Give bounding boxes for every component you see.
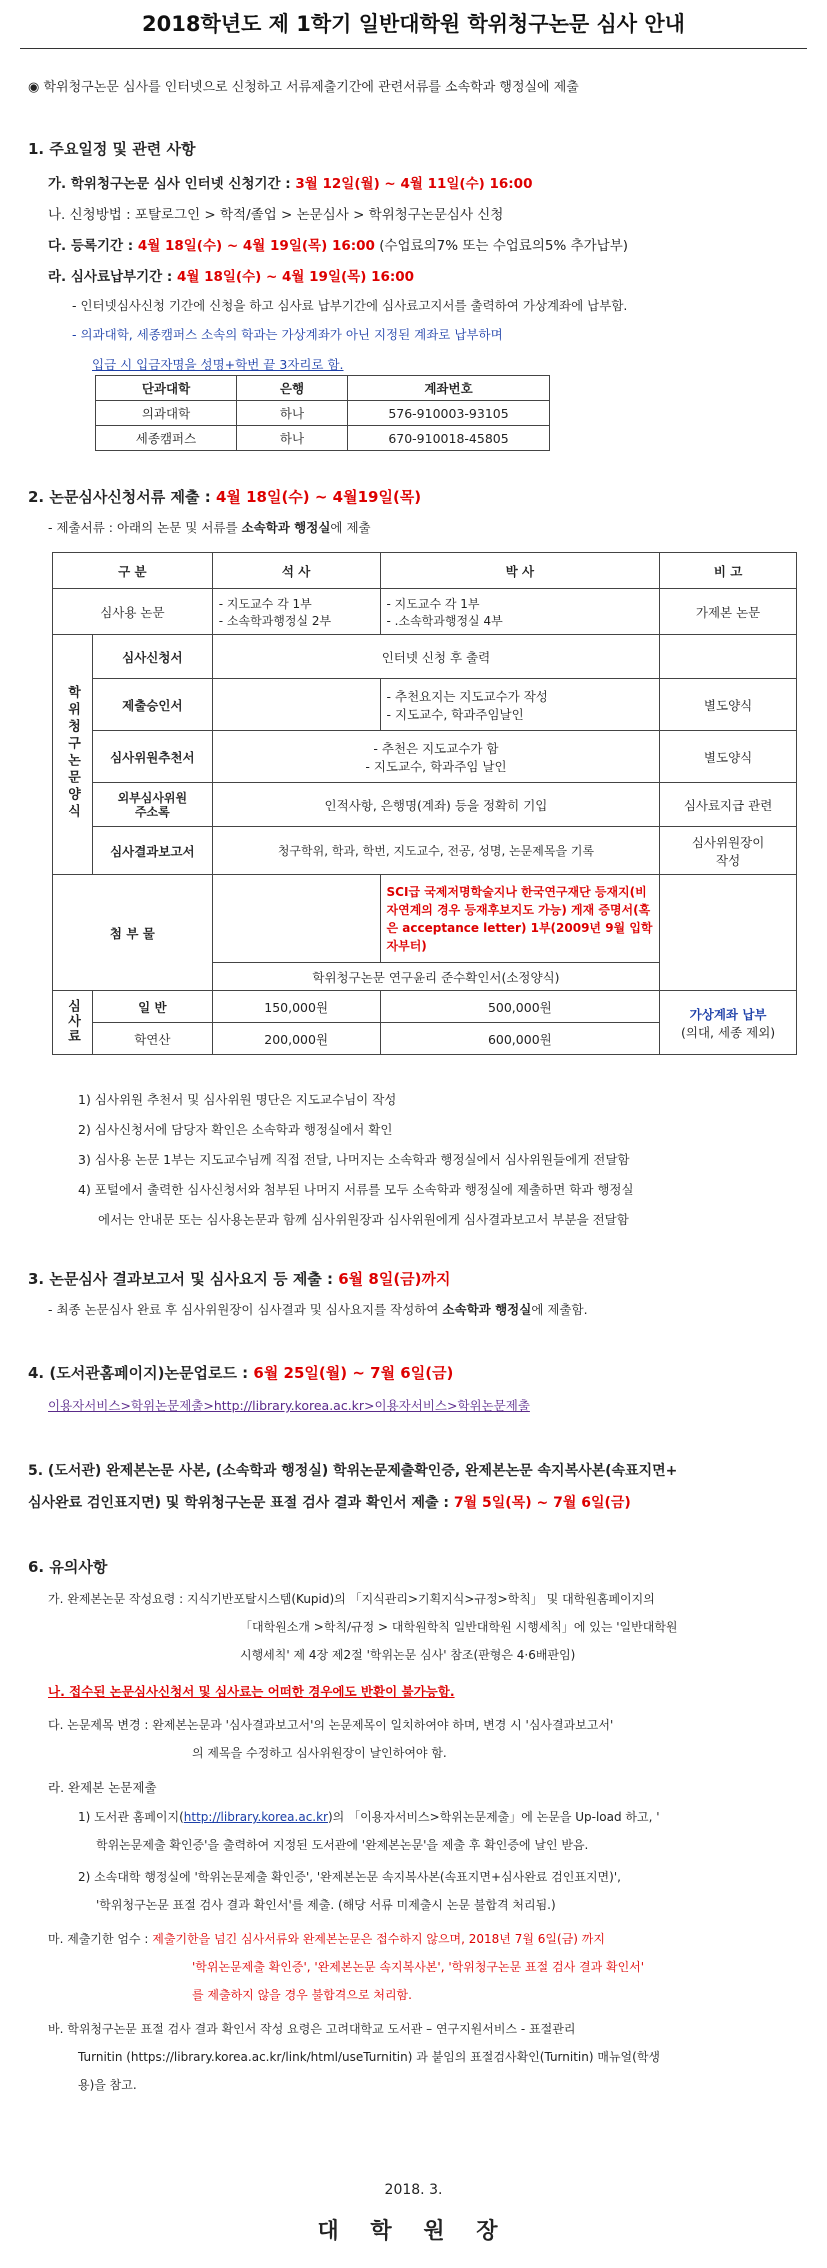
s6-ma1-text: 제출기한을 넘긴 심사서류와 완제본논문은 접수하지 않으며, 2018년 7월 6일(금) 까지 bbox=[152, 1932, 605, 1946]
page-title: 2018학년도 제 1학기 일반대학원 학위청구논문 심사 안내 bbox=[142, 12, 685, 36]
row-external-label bbox=[92, 783, 212, 827]
s6-ga-2: 「대학원소개 >학칙/규정 > 대학원학칙 일반대학원 시행세칙」에 있는 '일반대학원 bbox=[240, 1620, 678, 1634]
s6-ra-1b: 학위논문제출 확인증'을 출력하여 지정된 도서관에 '완제본논문'을 제출 후 확인증에 날인 받음. bbox=[96, 1838, 589, 1852]
s2-docs bbox=[48, 518, 371, 536]
fee-label-cell bbox=[53, 991, 93, 1055]
row-report-note bbox=[660, 827, 797, 875]
row-external-value: 인적사항, 은행명(계좌) 등을 정확히 기입 bbox=[212, 783, 659, 827]
requirements-table bbox=[52, 552, 797, 1055]
fee-research-doctor: 600,000원 bbox=[380, 1023, 660, 1055]
row-attach-sci: SCI급 국제저명학술지나 한국연구재단 등재지(비자연계의 경우 등재후보지도 가능) 게재 증명서(혹은 acceptance letter) 1부(2009년 9월 입학자부터) bbox=[380, 875, 660, 963]
row-attach-label: 첨 부 물 bbox=[53, 875, 213, 991]
row-report-label: 심사결과보고서 bbox=[92, 827, 212, 875]
s1-dash1: - 인터넷심사신청 기간에 신청을 하고 심사료 납부기간에 심사료고지서를 출력하여 가상계좌에 납부함. bbox=[72, 298, 628, 313]
row-report-value: 청구학위, 학과, 학번, 지도교수, 전공, 성명, 논문제목을 기록 bbox=[212, 827, 659, 875]
s3-body bbox=[48, 1300, 588, 1318]
s1-ra-date: 4월 18일(수) ~ 4월 19일(목) 16:00 bbox=[176, 269, 415, 285]
s6-da-1: 다. 논문제목 변경 : 완제본논문과 '심사결과보고서'의 논문제목이 일치하여야 하며, 변경 시 '심사결과보고서' bbox=[48, 1718, 614, 1732]
s5-line2-date: 7월 5일(목) ~ 7월 6일(금) bbox=[453, 1495, 631, 1511]
bank-header: 단과대학 bbox=[96, 376, 237, 401]
row-apply-label: 심사신청서 bbox=[92, 635, 212, 679]
row-recommend-label: 심사위원추천서 bbox=[92, 731, 212, 783]
bank-header: 은행 bbox=[237, 376, 348, 401]
footer-signature: 대 학 원 장 bbox=[317, 2219, 510, 2244]
bank-cell: 하나 bbox=[237, 401, 348, 426]
s3-heading-date: 6월 8일(금)까지 bbox=[338, 1270, 451, 1288]
section-1-heading: 1. 주요일정 및 관련 사항 bbox=[28, 140, 196, 158]
s2-note-4a: 4) 포털에서 출력한 심사신청서와 첨부된 나머지 서류를 모두 소속학과 행정실에 제출하면 학과 행정실 bbox=[78, 1182, 634, 1197]
s1-ra-label: 라. 심사료납부기간 : bbox=[48, 269, 177, 285]
bank-header: 계좌번호 bbox=[348, 376, 550, 401]
s3-heading-text: 3. 논문심사 결과보고서 및 심사요지 등 제출 : bbox=[28, 1270, 339, 1288]
fee-note-1: 가상계좌 납부 bbox=[689, 1006, 767, 1022]
s2-docs-bold: 소속학과 행정실 bbox=[241, 520, 331, 535]
s6-ra-2b: '학위청구논문 표절 검사 결과 확인서'를 제출. (해당 서류 미제출시 논문 불합격 처리됨.) bbox=[96, 1898, 556, 1912]
s4-heading-date: 6월 25일(월) ~ 7월 6일(금) bbox=[253, 1364, 454, 1382]
s6-ma-1 bbox=[48, 1930, 605, 1947]
s6-ba-1: 바. 학위청구논문 표절 검사 결과 확인서 작성 요령은 고려대학교 도서관 – 연구지원서비스 - 표절관리 bbox=[48, 2022, 576, 2036]
s6-ba-2: Turnitin (https://library.korea.ac.kr/link/html/useTurnitin) 과 붙임의 표절검사확인(Turnitin) 매뉴얼(학생 bbox=[78, 2050, 661, 2064]
s1-da-date: 4월 18일(수) ~ 4월 19일(목) 16:00 bbox=[137, 238, 375, 254]
row-paper-doctor-2: - .소속학과행정실 4부 bbox=[386, 613, 503, 628]
s1-da-label: 다. 등록기간 : bbox=[48, 238, 138, 254]
s1-ga-date: 3월 12일(월) ~ 4월 11일(수) 16:00 bbox=[295, 176, 533, 192]
header-doctor: 박 사 bbox=[380, 553, 660, 589]
s3-body-suffix: 에 제출함. bbox=[531, 1302, 588, 1317]
fee-research-master: 200,000원 bbox=[212, 1023, 380, 1055]
s1-dash3: 입금 시 입금자명을 성명+학번 끝 3자리로 함. bbox=[92, 357, 344, 372]
fee-label: 심사료 bbox=[64, 998, 80, 1044]
row-paper-note: 가제본 논문 bbox=[660, 589, 797, 635]
row-report-note-2: 작성 bbox=[716, 852, 741, 868]
section-6-heading: 6. 유의사항 bbox=[28, 1558, 108, 1576]
fee-general-label: 일 반 bbox=[92, 991, 212, 1023]
s4-heading-text: 4. (도서관홈페이지)논문업로드 : bbox=[28, 1364, 254, 1382]
s1-dash2: - 의과대학, 세종캠퍼스 소속의 학과는 가상계좌가 아닌 지정된 계좌로 납부하며 bbox=[72, 327, 503, 342]
bank-cell: 576-910003-93105 bbox=[348, 401, 550, 426]
bullet-icon: ◉ bbox=[28, 80, 40, 95]
row-recommend-1: - 추천은 지도교수가 함 bbox=[373, 740, 499, 756]
s1-ga-label: 가. 학위청구논문 심사 인터넷 신청기간 : bbox=[48, 176, 296, 192]
row-recommend-note: 별도양식 bbox=[660, 731, 797, 783]
row-apply-value: 인터넷 신청 후 출력 bbox=[212, 635, 659, 679]
s2-note-2: 2) 심사신청서에 담당자 확인은 소속학과 행정실에서 확인 bbox=[78, 1122, 393, 1137]
s2-docs-prefix: - 제출서류 : 아래의 논문 및 서류를 bbox=[48, 520, 242, 535]
s6-ra1a-prefix: 1) 도서관 홈페이지( bbox=[78, 1810, 184, 1824]
s6-ra-2a: 2) 소속대학 행정실에 '학위논문제출 확인증', '완제본논문 속지복사본(속표지면+심사완료 검인표지면)', bbox=[78, 1870, 621, 1884]
s6-ga-1: 가. 완제본논문 작성요령 : 지식기반포탈시스템(Kupid)의 「지식관리>기획지식>규정>학칙」 및 대학원홈페이지의 bbox=[48, 1592, 655, 1606]
header-master: 석 사 bbox=[212, 553, 380, 589]
row-attach-master bbox=[212, 875, 380, 963]
s2-note-3: 3) 심사용 논문 1부는 지도교수님께 직접 전달, 나머지는 소속학과 행정실에서 심사위원들에게 전달함 bbox=[78, 1152, 630, 1167]
intro-text: 학위청구논문 심사를 인터넷으로 신청하고 서류제출기간에 관련서류를 소속학과 행정실에 제출 bbox=[43, 80, 579, 95]
vertical-label-cell bbox=[53, 635, 93, 875]
row-report-note-1: 심사위원장이 bbox=[691, 834, 765, 850]
title-divider bbox=[20, 48, 807, 49]
header-note: 비 고 bbox=[660, 553, 797, 589]
header-gubun: 구 분 bbox=[53, 553, 213, 589]
row-consent-2: - 지도교수, 학과주임날인 bbox=[386, 706, 524, 722]
row-external-label-1: 외부심사위원 bbox=[117, 790, 188, 805]
row-recommend-value bbox=[212, 731, 659, 783]
section-3-heading bbox=[28, 1268, 451, 1289]
row-recommend-2: - 지도교수, 학과주임 날인 bbox=[365, 758, 507, 774]
s1-ga bbox=[48, 172, 532, 192]
s1-da-note: (수업료의7% 또는 수업료의5% 추가납부) bbox=[374, 238, 629, 254]
row-attach-ethics: 학위청구논문 연구윤리 준수확인서(소정양식) bbox=[212, 963, 659, 991]
s6-ba-3: 용)을 참고. bbox=[78, 2078, 137, 2092]
fee-note bbox=[660, 991, 797, 1055]
s6-da-2: 의 제목을 수정하고 심사위원장이 날인하여야 함. bbox=[192, 1746, 447, 1760]
footer-date: 2018. 3. bbox=[384, 2182, 443, 2198]
row-external-label-2: 주소록 bbox=[134, 804, 170, 819]
library-link[interactable]: http://library.korea.ac.kr bbox=[183, 1810, 328, 1824]
s2-heading-text: 2. 논문심사신청서류 제출 : bbox=[28, 488, 216, 506]
section-4-heading bbox=[28, 1362, 453, 1383]
section-2-heading bbox=[28, 486, 421, 507]
section-5-line-1: 5. (도서관) 완제본논문 사본, (소속학과 행정실) 학위논문제출확인증, 완제본논문 속지복사본(속표지면+ bbox=[28, 1463, 678, 1479]
s3-body-bold: 소속학과 행정실 bbox=[442, 1302, 532, 1317]
bank-cell: 하나 bbox=[237, 426, 348, 451]
s3-body-prefix: - 최종 논문심사 완료 후 심사위원장이 심사결과 및 심사요지를 작성하여 bbox=[48, 1302, 443, 1317]
fee-general-doctor: 500,000원 bbox=[380, 991, 660, 1023]
s6-ma-2: '학위논문제출 확인증', '완제본논문 속지복사본', '학위청구논문 표절 검사 결과 확인서' bbox=[192, 1960, 645, 1974]
row-consent-note: 별도양식 bbox=[660, 679, 797, 731]
row-consent-master bbox=[212, 679, 380, 731]
row-consent-label: 제출승인서 bbox=[92, 679, 212, 731]
row-paper-doctor-1: - 지도교수 각 1부 bbox=[386, 596, 480, 611]
s6-na: 나. 접수된 논문심사신청서 및 심사료는 어떠한 경우에도 반환이 불가능함. bbox=[48, 1684, 455, 1699]
s1-na: 나. 신청방법 : 포탈로그인 > 학적/졸업 > 논문심사 > 학위청구논문심사 신청 bbox=[48, 207, 504, 223]
s6-ga-3: 시행세칙' 제 4장 제2절 '학위논문 심사' 참조(판형은 4·6배판임) bbox=[240, 1648, 576, 1662]
fee-note-2: (의대, 세종 제외) bbox=[681, 1024, 776, 1040]
s6-ra-1a bbox=[78, 1808, 660, 1825]
row-consent-1: - 추천요지는 지도교수가 작성 bbox=[386, 688, 548, 704]
row-attach-note bbox=[660, 875, 797, 991]
row-paper-doctor bbox=[380, 589, 660, 635]
row-consent-doctor bbox=[380, 679, 660, 731]
s4-upload-link[interactable]: 이용자서비스>학위논문제출>http://library.korea.ac.kr>이용자서비스>학위논문제출 bbox=[48, 1398, 530, 1413]
row-external-note: 심사료지급 관련 bbox=[660, 783, 797, 827]
vertical-label: 학위청구논문양식 bbox=[64, 685, 80, 821]
section-5-line-2 bbox=[28, 1492, 631, 1512]
s6-ma-3: 를 제출하지 않을 경우 불합격으로 처리함. bbox=[192, 1988, 412, 2002]
s2-note-1: 1) 심사위원 추천서 및 심사위원 명단은 지도교수님이 작성 bbox=[78, 1092, 397, 1107]
bank-cell: 의과대학 bbox=[96, 401, 237, 426]
s2-docs-suffix: 에 제출 bbox=[330, 520, 371, 535]
s1-da bbox=[48, 234, 628, 254]
row-paper-master-2: - 소속학과행정실 2부 bbox=[218, 613, 332, 628]
fee-general-master: 150,000원 bbox=[212, 991, 380, 1023]
s2-heading-date: 4월 18일(수) ~ 4월19일(목) bbox=[215, 488, 422, 506]
row-paper-master-1: - 지도교수 각 1부 bbox=[218, 596, 312, 611]
s1-ra bbox=[48, 265, 414, 285]
row-paper-label: 심사용 논문 bbox=[53, 589, 213, 635]
bank-cell: 세종캠퍼스 bbox=[96, 426, 237, 451]
bank-account-table bbox=[95, 375, 550, 451]
row-paper-master bbox=[212, 589, 380, 635]
s6-ma-label: 마. 제출기한 엄수 : bbox=[48, 1932, 153, 1946]
row-apply-note bbox=[660, 635, 797, 679]
s2-note-4b: 에서는 안내문 또는 심사용논문과 함께 심사위원장과 심사위원에게 심사결과보고서 부분을 전달함 bbox=[98, 1212, 629, 1227]
fee-research-label: 학연산 bbox=[92, 1023, 212, 1055]
s6-ra1a-suffix: )의 「이용자서비스>학위논문제출」에 논문을 Up-load 하고, ' bbox=[328, 1810, 660, 1824]
s6-ra: 라. 완제본 논문제출 bbox=[48, 1780, 157, 1795]
intro-line bbox=[28, 76, 579, 95]
s5-line2-text: 심사완료 검인표지면) 및 학위청구논문 표절 검사 결과 확인서 제출 : bbox=[28, 1495, 454, 1511]
bank-cell: 670-910018-45805 bbox=[348, 426, 550, 451]
